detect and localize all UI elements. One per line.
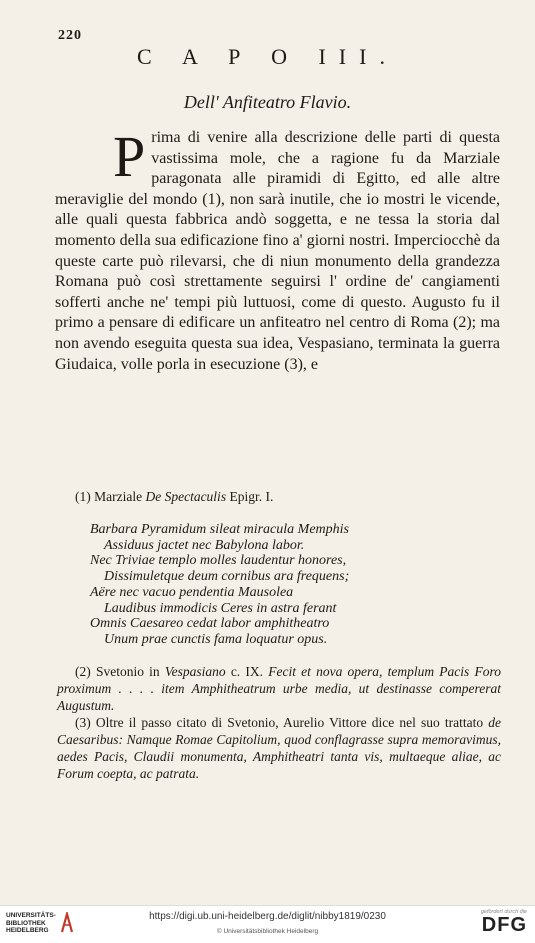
drop-cap: P <box>113 124 146 189</box>
verse-quote <box>90 522 450 648</box>
page-number: 220 <box>58 28 82 43</box>
footnote-3-lead: (3) Oltre il passo citato di Svetonio, Aurelio Vittore dice nel suo trattato <box>75 715 484 730</box>
footnote-3 <box>57 714 501 782</box>
footnote-2-ref: c. IX. <box>230 664 264 679</box>
paragraph-text: rima di venire alla descrizione delle parti di questa vastissima mole, che a ragione fu da Marziale paragonata alle piramidi di Egitto, ed alle altre meraviglie del mondo (1), non sarà inutile, che io mostri le vicende, alle quali questa fabbrica andò soggetta, e ne tessa la storia dal momento della sua edificazione fino a' giorni nostri. Imperciocchè da queste carte può rilevarsi, che di niun monumento della grandezza Romana può così strettamente seguirsi l' ordine de' cangiamenti sofferti anche ne' tempi più luttuosi, come di questo. Augusto fu il primo a pensare di edificare un anfiteatro nel centro di Roma (2); ma non avendo eseguita questa sua idea, Vespasiano, terminata la guerra Giudaica, volle porla in esecuzione (3), e <box>55 129 500 373</box>
footnote-1-title: De Spectaculis <box>145 489 227 504</box>
permalink-url[interactable]: https://digi.ub.uni-heidelberg.de/diglit/nibby1819/0230 <box>149 911 386 922</box>
chapter-subtitle: Dell' Anfiteatro Flavio. <box>183 92 352 112</box>
footnote-1 <box>57 488 501 505</box>
footnote-2-marker: (2) Svetonio in <box>75 664 160 679</box>
verse-line: Omnis Caesareo cedat labor amphitheatro <box>90 616 330 632</box>
main-paragraph <box>55 124 500 375</box>
verse-line: Unum prae cunctis fama loquatur opus. <box>104 631 328 647</box>
funder-name: DFG <box>481 914 527 936</box>
copyright-notice: © Universitätsbibliothek Heidelberg <box>216 928 319 935</box>
verse-line: Aëre nec vacuo pendentia Mausolea <box>90 584 294 600</box>
viewer-footer <box>0 905 535 943</box>
footnote-1-ref: Epigr. I. <box>229 489 274 504</box>
library-name: UNIVERSITÄTS- BIBLIOTHEK HEIDELBERG <box>6 912 56 934</box>
footnote-2 <box>57 663 501 714</box>
footnote-2-quote: Fecit et nova opera, templum Pacis Foro proximum . . . . item Amphitheatrum urbe media, ut destinasse compererat Augustum. <box>57 664 502 713</box>
footnote-2-title: Vespasiano <box>164 664 226 679</box>
chapter-heading: C A P O III. <box>137 44 398 69</box>
funder-logo[interactable] <box>481 909 527 935</box>
main-text <box>55 124 500 375</box>
verse-line: Barbara Pyramidum sileat miracula Memphis <box>90 522 349 537</box>
footnote-3-title: de Caesaribus <box>57 715 501 747</box>
funder-note: gefördert durch die <box>480 909 527 915</box>
verse-line: Assiduus jactet nec Babylona labor. <box>104 537 305 553</box>
footnote-3-quote: : Namque Romae Capitolium, quod conflagrasse supra memoravimus, aedes Pacis, Claudii monumenta, Amphitheatri tanta vis, multaeque aliae, ac Forum coepta, ac patrata. <box>57 732 501 781</box>
verse-line: Dissimuletque deum cornibus ara frequens; <box>104 569 350 585</box>
verse-line: Nec Triviae templo molles laudentur honores, <box>90 553 347 569</box>
footnote-1-marker: (1) Marziale <box>75 489 143 504</box>
verse-line: Laudibus immodicis Ceres in astra ferant <box>104 600 337 616</box>
